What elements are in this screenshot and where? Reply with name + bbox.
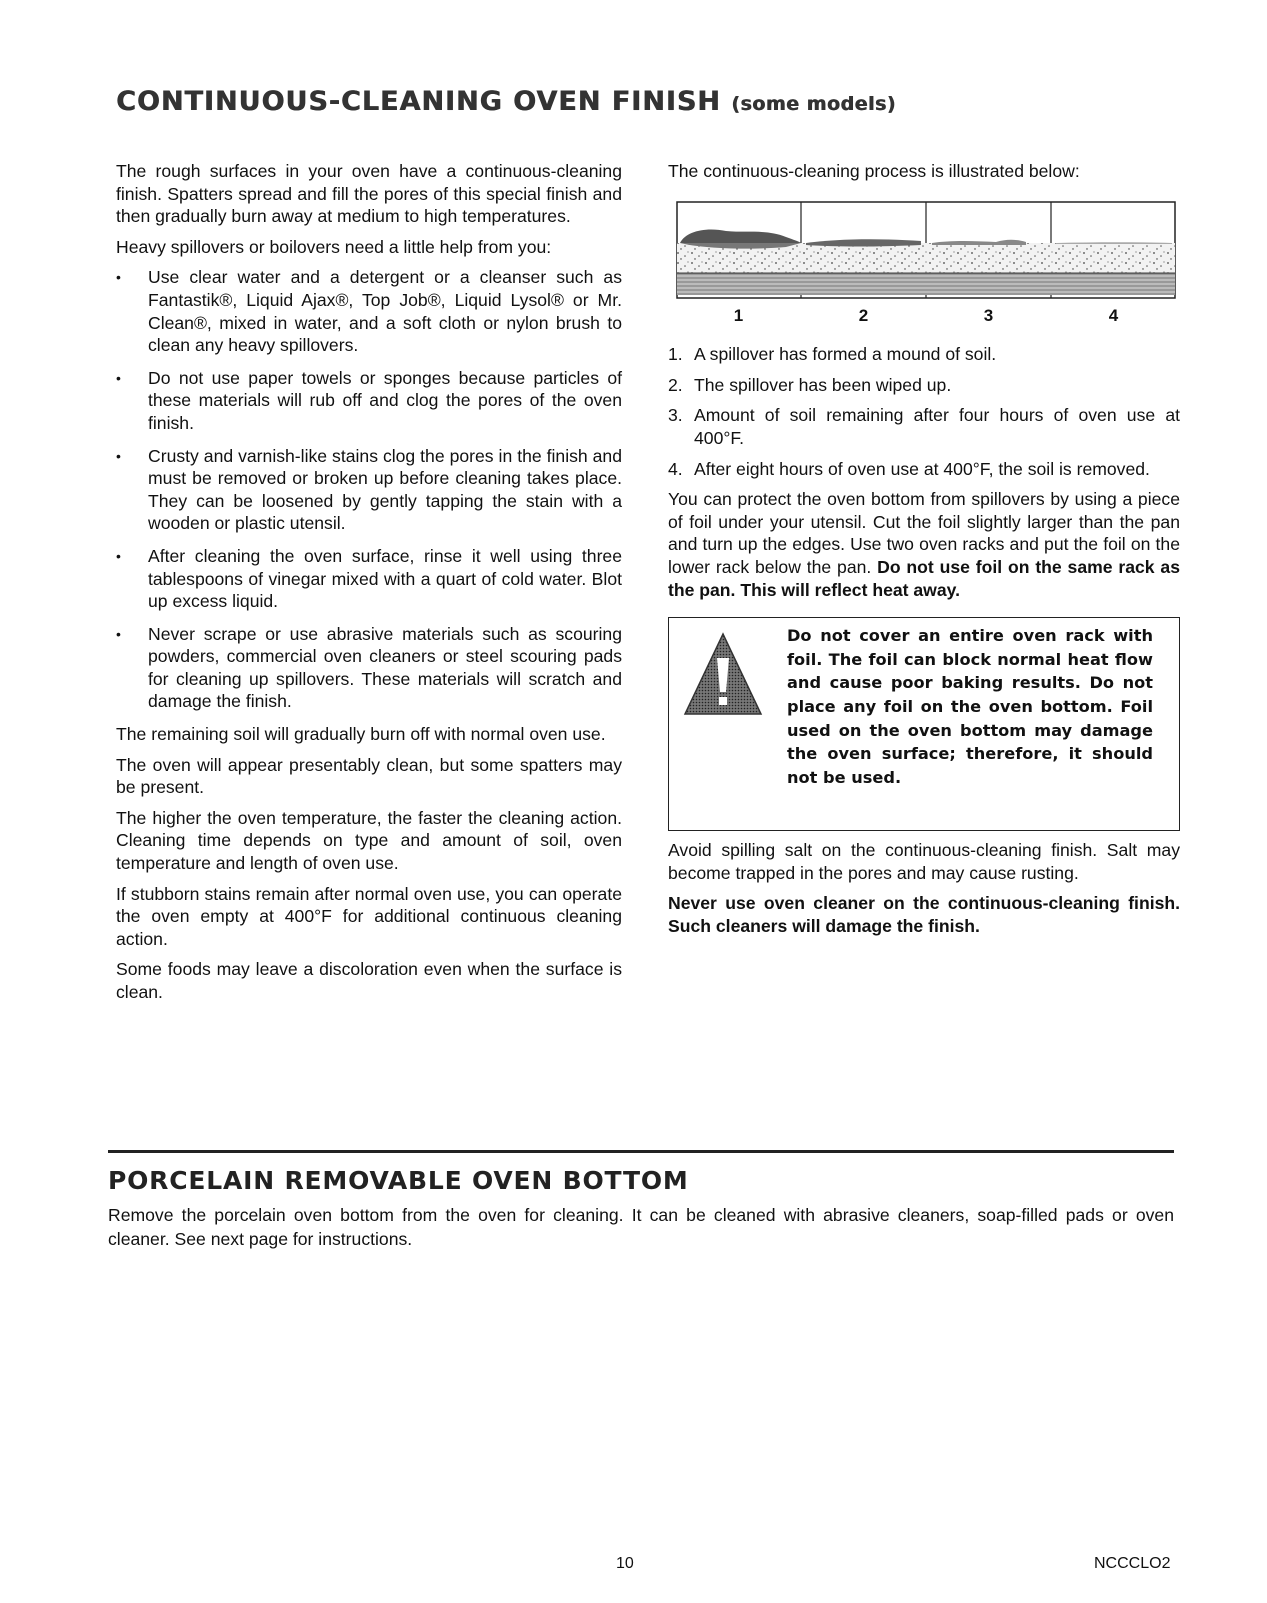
paragraph: Some foods may leave a discoloration even when the surface is clean. bbox=[116, 959, 622, 1002]
paragraph: If stubborn stains remain after normal oven use, you can operate the oven empty at 400°F for additional continuous cleaning action. bbox=[116, 883, 622, 949]
paragraph: The remaining soil will gradually burn off with normal oven use. bbox=[116, 724, 606, 745]
foil-protection-paragraph bbox=[668, 488, 1180, 601]
list-item: • Do not use paper towels or sponges because particles of these materials will rub off and clog the pores of the oven finish. bbox=[116, 367, 622, 435]
process-steps-list bbox=[668, 343, 1180, 480]
section-divider bbox=[108, 1150, 1174, 1153]
porcelain-paragraph: Remove the porcelain oven bottom from the oven for cleaning. It can be cleaned with abrasive cleaners, soap-filled pads or oven cleaner. See next page for instructions. bbox=[108, 1205, 1174, 1249]
diagram-label: 4 bbox=[1108, 305, 1119, 325]
diagram-label: 2 bbox=[858, 305, 869, 325]
cleaning-tips-list bbox=[116, 266, 622, 713]
warning-triangle-icon bbox=[683, 632, 763, 716]
right-column bbox=[668, 160, 1180, 946]
step-number: 3. bbox=[668, 405, 683, 426]
list-item: • Use clear water and a detergent or a cleanser such as Fantastik®, Liquid Ajax®, Top Job®, Liquid Lysol® or Mr. Clean®, mixed in water, and a soft cloth or nylon brush to clean any heavy spillovers. bbox=[116, 266, 622, 356]
diagram-step-numbers bbox=[676, 305, 1176, 328]
diagram-illustration bbox=[676, 201, 1176, 299]
title-text: CONTINUOUS-CLEANING OVEN FINISH bbox=[116, 86, 721, 117]
process-intro: The continuous-cleaning process is illustrated below: bbox=[668, 161, 1080, 181]
foil-protection-text: You can protect the oven bottom from spillovers by using a piece of foil under your utensil. Cut the foil slightly larger than the pan and turn up the edges. Use two oven racks and put the foil on the lower rack below the pan. bbox=[668, 489, 1180, 577]
foil-warning-text: Do not use foil on the same rack as the pan. This will reflect heat away. bbox=[668, 556, 1180, 600]
warning-box bbox=[668, 617, 1180, 831]
paragraph: The oven will appear presentably clean, but some spatters may be present. bbox=[116, 754, 622, 798]
diagram-label: 1 bbox=[733, 305, 744, 325]
list-item bbox=[668, 374, 1180, 397]
list-item bbox=[668, 404, 1180, 449]
warning-text: Do not cover an entire oven rack with foil. The foil can block normal heat flow and cause poor baking results. Do not place any foil on the oven bottom. Foil used on the oven bottom may damage the oven surface; therefore, it should not be used. bbox=[787, 626, 1153, 787]
step-text: A spillover has formed a mound of soil. bbox=[694, 344, 997, 365]
section-title: PORCELAIN REMOVABLE OVEN BOTTOM bbox=[108, 1166, 689, 1195]
list-item: • Crusty and varnish-like stains clog the pores in the finish and must be removed or broken up before cleaning takes place. They can be loosened by gently tapping the stain with a wooden or plastic utensil. bbox=[116, 445, 622, 535]
list-item bbox=[668, 343, 1180, 366]
cleaning-process-diagram bbox=[676, 201, 1176, 328]
help-paragraph: Heavy spillovers or boilovers need a little help from you: bbox=[116, 236, 552, 257]
page-title bbox=[116, 86, 896, 117]
list-item: • Never scrape or use abrasive materials such as scouring powders, commercial oven cleaners or steel scouring pads for cleaning up spillovers. These materials will scratch and damage the finish. bbox=[116, 623, 622, 713]
diagram-label: 3 bbox=[983, 305, 994, 325]
step-number: 2. bbox=[668, 374, 683, 395]
step-text: Amount of soil remaining after four hours of oven use at 400°F. bbox=[694, 405, 1180, 448]
step-text: After eight hours of oven use at 400°F, the soil is removed. bbox=[694, 458, 1150, 479]
intro-paragraph: The rough surfaces in your oven have a continuous-cleaning finish. Spatters spread and fill the pores of this special finish and then gradually burn away at medium to high temperatures. bbox=[116, 161, 622, 227]
oven-cleaner-warning: Never use oven cleaner on the continuous-cleaning finish. Such cleaners will damage the finish. bbox=[668, 893, 1180, 936]
page-number: 10 bbox=[616, 1555, 634, 1572]
list-item: • After cleaning the oven surface, rinse it well using three tablespoons of vinegar mixed with a quart of cold water. Blot up excess liquid. bbox=[116, 545, 622, 613]
step-number: 4. bbox=[668, 458, 683, 479]
step-number: 1. bbox=[668, 344, 683, 365]
left-column bbox=[116, 160, 622, 1012]
salt-paragraph: Avoid spilling salt on the continuous-cleaning finish. Salt may become trapped in the pores and may cause rusting. bbox=[668, 840, 1180, 883]
step-text: The spillover has been wiped up. bbox=[694, 374, 952, 395]
document-code: NCCCLO2 bbox=[1094, 1555, 1171, 1572]
paragraph: The higher the oven temperature, the faster the cleaning action. Cleaning time depends on type and amount of soil, oven temperature and length of oven use. bbox=[116, 807, 622, 874]
title-suffix: (some models) bbox=[731, 93, 896, 115]
list-item bbox=[668, 458, 1180, 481]
